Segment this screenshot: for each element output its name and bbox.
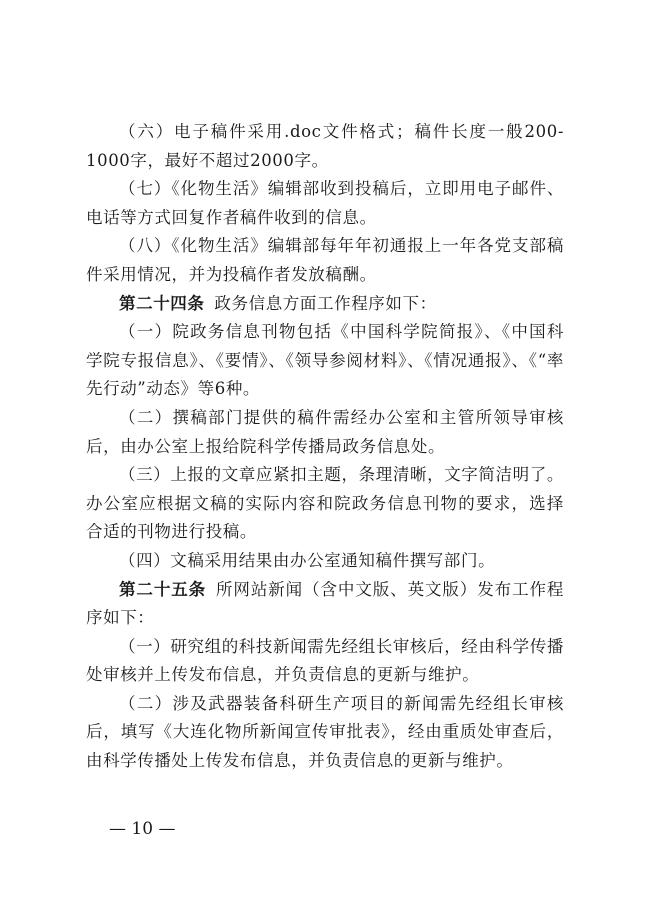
paragraph-text: （七）《化物生活》编辑部收到投稿后，立即用电子邮件、电话等方式回复作者稿件收到的信息。: [86, 179, 564, 227]
paragraph-text: （二）涉及武器装备科研生产项目的新闻需先经组长审核后，填写《大连化物所新闻宣传审批表》，经由重质处审查后，由科学传播处上传发布信息，并负责信息的更新与维护。: [86, 693, 564, 771]
paragraph-text: （一）研究组的科技新闻需先经组长审核后，经由科学传播处审核并上传发布信息，并负责信息的更新与维护。: [86, 636, 564, 685]
article-number: 第二十四条: [119, 293, 205, 313]
paragraph-text: 所网站新闻（含中文版、英文版）发布工作程序如下：: [86, 579, 565, 628]
paragraph-text: 政务信息方面工作程序如下：: [214, 293, 437, 313]
paragraph-item-2b: [86, 690, 564, 776]
paragraph-item-3: [86, 461, 564, 547]
paragraph-item-1b: [86, 633, 564, 690]
paragraph-item-8: [86, 232, 564, 289]
paragraph-item-2: [86, 404, 564, 461]
paragraph-item-1: [86, 318, 564, 404]
article-25-heading: [86, 576, 564, 633]
article-number: 第二十五条: [119, 579, 207, 599]
paragraph-item-6: [86, 118, 564, 175]
paragraph-text: （六）电子稿件采用.doc文件格式；稿件长度一般200-1000字，最好不超过2000字。: [86, 122, 564, 170]
paragraph-item-7: [86, 175, 564, 232]
paragraph-text: （一）院政务信息刊物包括《中国科学院简报》、《中国科学院专报信息》、《要情》、《领导参阅材料》、《情况通报》、《“率先行动”动态》等6种。: [86, 322, 564, 399]
paragraph-text: （三）上报的文章应紧扣主题，条理清晰，文字简洁明了。办公室应根据文稿的实际内容和院政务信息刊物的要求，选择合适的刊物进行投稿。: [86, 465, 564, 542]
paragraph-text: （八）《化物生活》编辑部每年年初通报上一年各党支部稿件采用情况，并为投稿作者发放稿酬。: [86, 236, 564, 284]
paragraph-item-4: [86, 547, 564, 576]
article-24-heading: [86, 290, 564, 319]
page-number: — 10 —: [109, 819, 176, 839]
paragraph-text: （四）文稿采用结果由办公室通知稿件撰写部门。: [119, 550, 496, 570]
document-body: [86, 118, 564, 776]
paragraph-text: （二）撰稿部门提供的稿件需经办公室和主管所领导审核后，由办公室上报给院科学传播局政务信息处。: [86, 407, 564, 456]
